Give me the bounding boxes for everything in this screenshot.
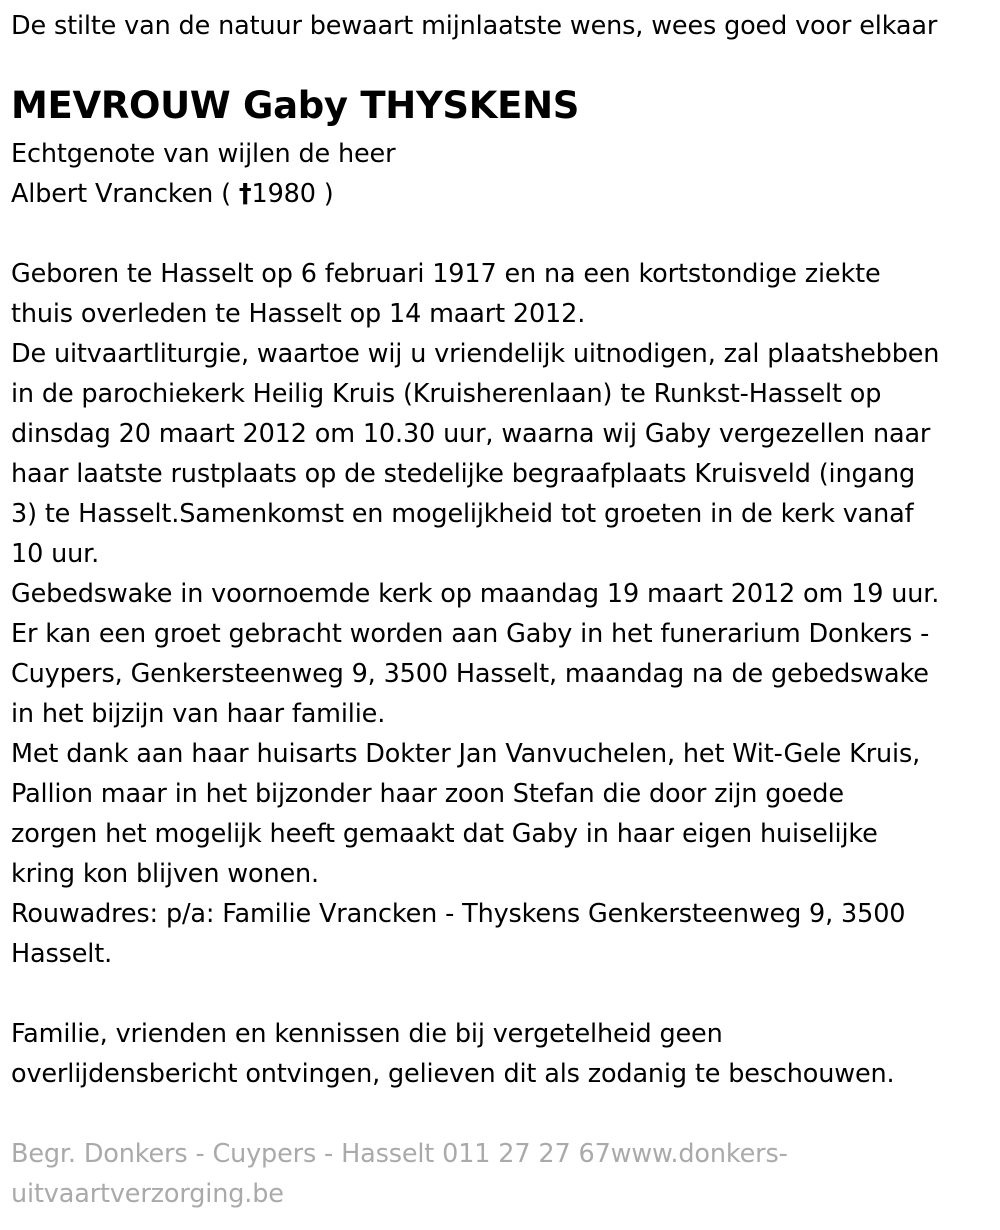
body-line: dinsdag 20 maart 2012 om 10.30 uur, waarna wij Gaby vergezellen naar [11, 419, 931, 449]
body-line: in de parochiekerk Heilig Kruis (Kruisherenlaan) te Runkst-Hasselt op [11, 379, 882, 409]
spouse-death-year: 1980 ) [251, 179, 334, 209]
opening-quote: De stilte van de natuur bewaart mijnlaatste wens, wees goed voor elkaar [11, 11, 938, 41]
obituary-body [11, 254, 939, 974]
family-line: Familie, vrienden en kennissen die bij vergetelheid geen [11, 1019, 723, 1049]
body-line: 10 uur. [11, 539, 100, 569]
spouse-line-1: Echtgenote van wijlen de heer [11, 139, 396, 169]
footer-line: uitvaartverzorging.be [11, 1179, 284, 1209]
body-line: Er kan een groet gebracht worden aan Gaby in het funerarium Donkers - [11, 619, 930, 649]
body-line: Rouwadres: p/a: Familie Vrancken - Thyskens Genkersteenweg 9, 3500 [11, 899, 906, 929]
body-line: haar laatste rustplaats op de stedelijke begraafplaats Kruisveld (ingang [11, 459, 916, 489]
spouse-info [11, 134, 395, 214]
body-line: 3) te Hasselt.Samenkomst en mogelijkheid tot groeten in de kerk vanaf [11, 499, 914, 529]
body-line: Hasselt. [11, 939, 113, 969]
funeral-home-footer [11, 1134, 788, 1214]
body-line: thuis overleden te Hasselt op 14 maart 2012. [11, 299, 586, 329]
deceased-name: MEVROUW Gaby THYSKENS [11, 84, 580, 127]
body-line: De uitvaartliturgie, waartoe wij u vriendelijk uitnodigen, zal plaatshebben [11, 339, 940, 369]
spouse-name-text: Albert Vrancken ( [11, 179, 239, 209]
body-line: Cuypers, Genkersteenweg 9, 3500 Hasselt, maandag na de gebedswake [11, 659, 929, 689]
body-line: Geboren te Hasselt op 6 februari 1917 en na een kortstondige ziekte [11, 259, 881, 289]
body-line: kring kon blijven wonen. [11, 859, 319, 889]
spouse-line-2 [11, 174, 395, 214]
body-line: Gebedswake in voornoemde kerk op maandag 19 maart 2012 om 19 uur. [11, 579, 940, 609]
body-line: zorgen het mogelijk heeft gemaakt dat Gaby in haar eigen huiselijke [11, 819, 878, 849]
body-line: Met dank aan haar huisarts Dokter Jan Vanvuchelen, het Wit-Gele Kruis, [11, 739, 921, 769]
cross-icon: † [238, 179, 252, 209]
body-line: Pallion maar in het bijzonder haar zoon Stefan die door zijn goede [11, 779, 844, 809]
family-notice [11, 1014, 894, 1094]
family-line: overlijdensbericht ontvingen, gelieven dit als zodanig te beschouwen. [11, 1059, 895, 1089]
body-line: in het bijzijn van haar familie. [11, 699, 386, 729]
footer-line: Begr. Donkers - Cuypers - Hasselt 011 27 27 67www.donkers- [11, 1139, 788, 1169]
